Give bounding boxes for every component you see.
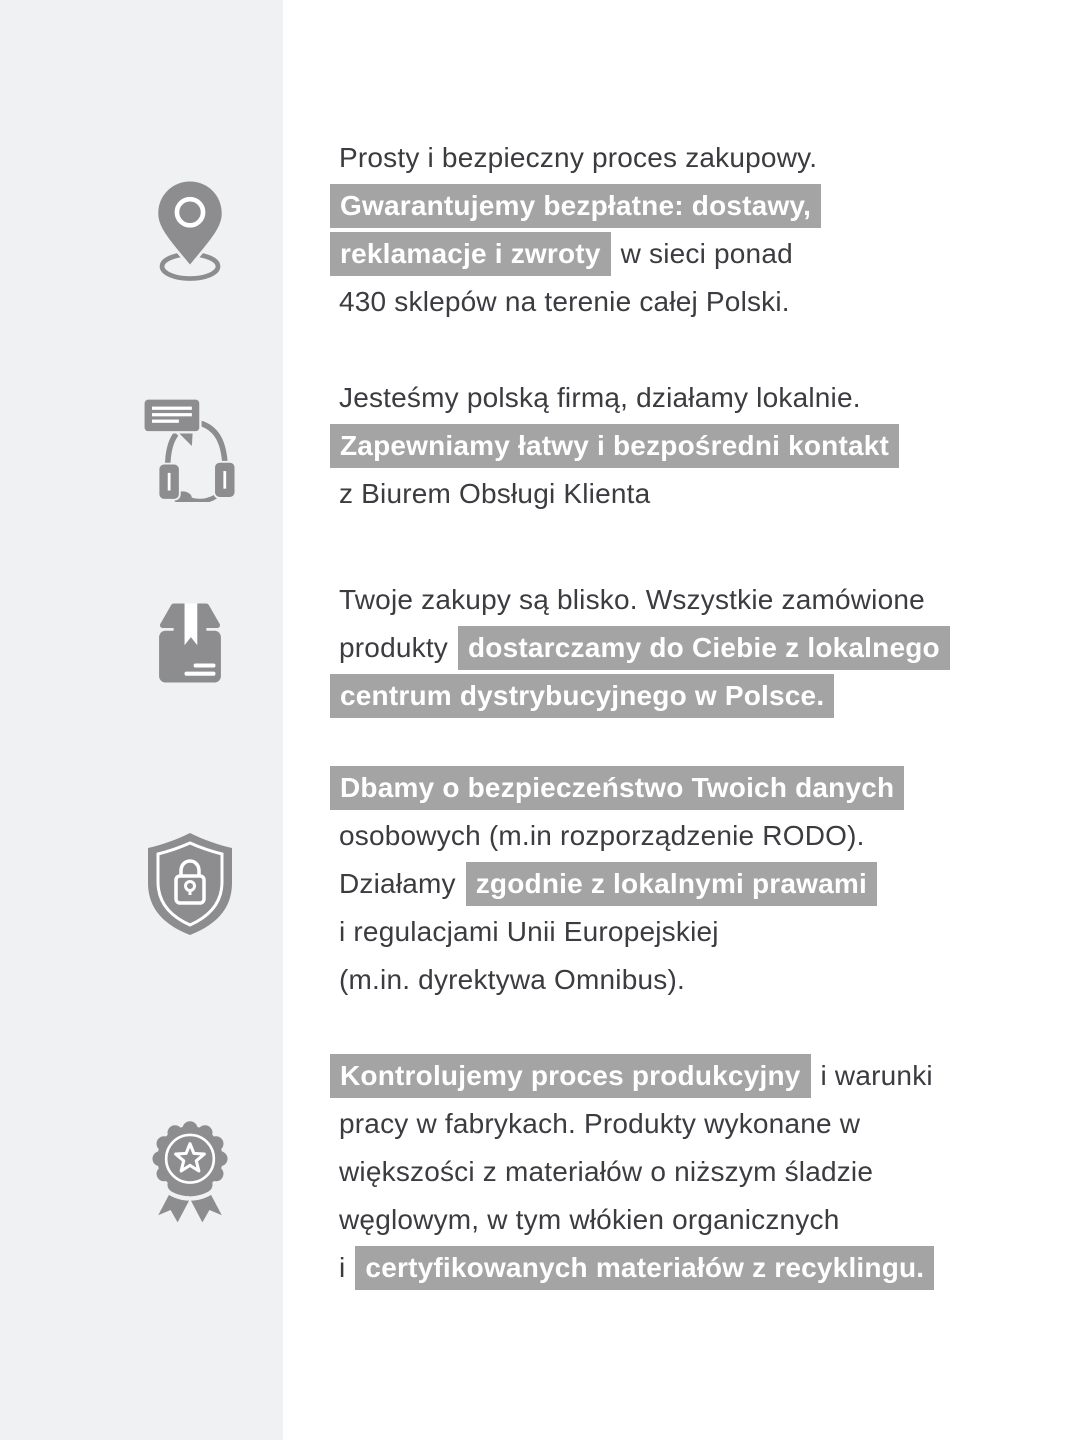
text-line: [330, 422, 1080, 470]
feature-data-security: [0, 764, 1080, 1004]
package-icon: [144, 598, 236, 698]
text-line: [330, 956, 1080, 1004]
highlighted-text: reklamacje i zwroty: [330, 232, 611, 276]
plain-text: Prosty i bezpieczny proces zakupowy.: [339, 142, 818, 173]
plain-text: z Biurem Obsługi Klienta: [339, 478, 651, 509]
plain-text: węglowym, w tym włókien organicznych: [339, 1204, 840, 1235]
feature-free-returns: [0, 134, 1080, 326]
highlighted-text: certyfikowanych materiałów z recyklingu.: [355, 1246, 934, 1290]
plain-text: (m.in. dyrektywa Omnibus).: [339, 964, 685, 995]
feature-text: [330, 576, 1080, 720]
shield-lock-icon: [140, 829, 240, 939]
plain-text: osobowych (m.in rozporządzenie RODO).: [339, 820, 865, 851]
text-line: [330, 1100, 1080, 1148]
icon-cell: [0, 174, 330, 286]
highlighted-text: Dbamy o bezpieczeństwo Twoich danych: [330, 766, 904, 810]
plain-text: pracy w fabrykach. Produkty wykonane w: [339, 1108, 861, 1139]
text-line: [330, 374, 1080, 422]
text-line: [330, 230, 1080, 278]
award-badge-icon: [137, 1114, 243, 1230]
feature-local-contact: [0, 374, 1080, 518]
plain-text: Twoje zakupy są blisko. Wszystkie zamówione: [339, 584, 925, 615]
text-line: [330, 1244, 1080, 1292]
feature-text: [330, 374, 1080, 518]
highlighted-text: dostarczamy do Ciebie z lokalnego: [458, 626, 950, 670]
text-line: [330, 908, 1080, 956]
text-line: [330, 134, 1080, 182]
feature-text: [330, 134, 1080, 326]
headset-chat-icon: [139, 390, 241, 502]
plain-text: i warunki: [820, 1060, 933, 1091]
feature-local-distribution: [0, 576, 1080, 720]
plain-text: i: [339, 1252, 346, 1283]
text-line: [330, 1196, 1080, 1244]
feature-text: [330, 1052, 1080, 1292]
plain-text: 430 sklepów na terenie całej Polski.: [339, 286, 790, 317]
icon-cell: [0, 390, 330, 502]
plain-text: produkty: [339, 632, 448, 663]
icon-cell: [0, 829, 330, 939]
highlighted-text: centrum dystrybucyjnego w Polsce.: [330, 674, 834, 718]
text-line: [330, 1052, 1080, 1100]
text-line: [330, 624, 1080, 672]
text-line: [330, 278, 1080, 326]
text-line: [330, 812, 1080, 860]
highlighted-text: Zapewniamy łatwy i bezpośredni kontakt: [330, 424, 899, 468]
plain-text: w sieci ponad: [620, 238, 793, 269]
highlighted-text: Gwarantujemy bezpłatne: dostawy,: [330, 184, 821, 228]
icon-cell: [0, 598, 330, 698]
text-line: [330, 764, 1080, 812]
plain-text: Działamy: [339, 868, 456, 899]
text-line: [330, 860, 1080, 908]
plain-text: Jesteśmy polską firmą, działamy lokalnie.: [339, 382, 861, 413]
text-line: [330, 576, 1080, 624]
text-line: [330, 1148, 1080, 1196]
highlighted-text: zgodnie z lokalnymi prawami: [466, 862, 877, 906]
text-line: [330, 672, 1080, 720]
plain-text: i regulacjami Unii Europejskiej: [339, 916, 719, 947]
feature-production-control: [0, 1052, 1080, 1292]
text-line: [330, 470, 1080, 518]
location-pin-icon: [143, 174, 237, 286]
highlighted-text: Kontrolujemy proces produkcyjny: [330, 1054, 811, 1098]
feature-text: [330, 764, 1080, 1004]
icon-cell: [0, 1114, 330, 1230]
plain-text: większości z materiałów o niższym śladzie: [339, 1156, 874, 1187]
text-line: [330, 182, 1080, 230]
